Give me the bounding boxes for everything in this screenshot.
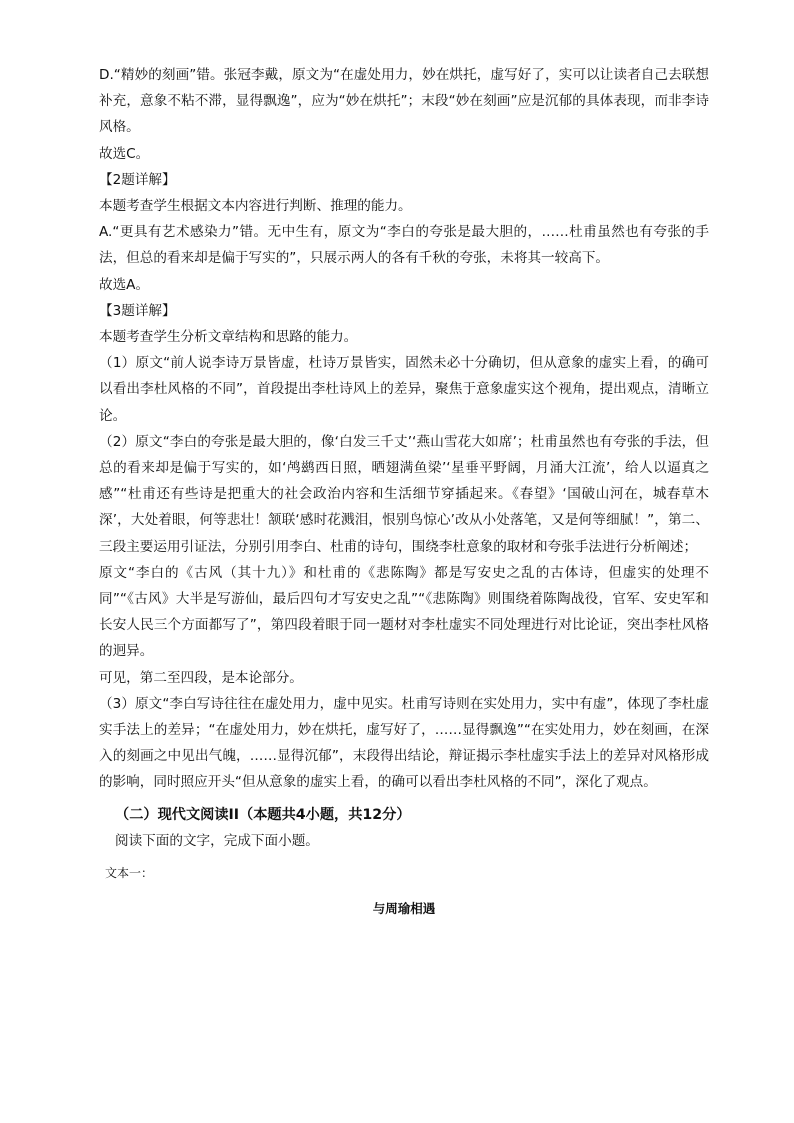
q2-detail-heading: 【2题详解】 [99,171,176,188]
document-content [99,62,709,922]
option-a-analysis: A.“更具有艺术感染力”错。无中生有，原文为“李白的夸张是最大胆的，……杜甫虽然也有夸张的手法，但总的看来却是偏于写实的”，只展示两人的各有千秋的夸张，未将其一较高下。 [99,224,709,267]
q3-description: 本题考查学生分析文章结构和思路的能力。 [99,329,358,346]
q3-detail-heading: 【3题详解】 [99,302,176,319]
q3-point-2: （2）原文“李白的夸张是最大胆的，像‘白发三千丈’‘燕山雪花大如席’；杜甫虽然也有夸张的手法，但总的看来却是偏于写实的，如‘鸬鹚西日照，晒翅满鱼梁’‘星垂平野阔，月涌大江流’，给人以逼真之感”“杜甫还有些诗是把重大的社会政治内容和生活细节穿插起来。《春望》‘国破山河在，城春草木深’，大处着眼，何等悲壮！颔联‘感时花溅泪，恨别鸟惊心’改从小处落笔，又是何等细腻！”，第二、三段主要运用引证法，分别引用李白、杜甫的诗句，围绕李杜意象的取材和夸张手法进行分析阐述； [99,433,709,555]
section-heading: （二）现代文阅读II（本题共4小题，共12分） [115,806,411,823]
article-title: 与周瑜相遇 [372,900,436,916]
reading-instruction: 阅读下面的文字，完成下面小题。 [115,832,319,849]
q3-summary: 可见，第二至四段，是本论部分。 [99,669,303,686]
q3-point-2-continued: 原文“李白的《古风（其十九）》和杜甫的《悲陈陶》都是写安史之乱的古体诗，但虚实的处理不同”“《古风》大半是写游仙，最后四句才写安史之乱”“《悲陈陶》则围绕着陈陶战役，官军、安史军和长安人民三个方面都写了”，第四段着眼于同一题材对李杜虚实不同处理进行对比论证，突出李杜风格的迥异。 [99,564,709,660]
q3-point-3: （3）原文“李白写诗往往在虚处用力，虚中见实。杜甫写诗则在实处用力，实中有虚”，体现了李杜虚实手法上的差异；“在虚处用力，妙在烘托，虚写好了，……显得飘逸”“在实处用力，妙在刻画，在深入的刻画之中见出气魄，……显得沉郁”，末段得出结论，辩证揭示李杜虚实手法上的差异对风格形成的影响，同时照应开头“但从意象的虚实上看，的确可以看出李杜风格的不同”，深化了观点。 [99,695,709,791]
answer-q2: 故选A。 [99,276,150,293]
q2-description: 本题考查学生根据文本内容进行判断、推理的能力。 [99,198,412,215]
option-d-analysis: D.“精妙的刻画”错。张冠李戴，原文为“在虚处用力，妙在烘托，虚写好了，实可以让读者自己去联想补充，意象不粘不滞，显得飘逸”，应为“妙在烘托”；末段“妙在刻画”应是沉郁的具体表现，而非李诗风格。 [99,67,709,136]
text-one-label: 文本一： [105,865,154,880]
q3-point-1: （1）原文“前人说李诗万景皆虚，杜诗万景皆实，固然未必十分确切，但从意象的虚实上看，的确可以看出李杜风格的不同”，首段提出李杜诗风上的差异，聚焦于意象虚实这个视角，提出观点，清晰立论。 [99,355,709,424]
answer-q1: 故选C。 [99,145,150,162]
